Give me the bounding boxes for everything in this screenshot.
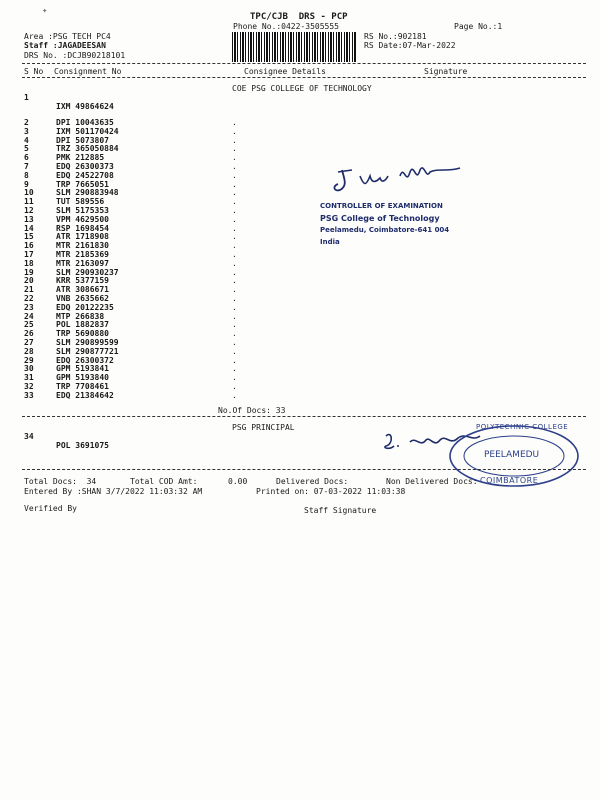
row-sno: 33 <box>24 390 34 400</box>
consignee-dot: . <box>232 329 237 339</box>
row-consignment: SLM 5175353 <box>56 206 109 215</box>
seal-bottom-text: COIMBATORE <box>480 476 539 485</box>
row-consignment: DPI 5073807 <box>56 135 109 145</box>
row-consignment: EDQ 24522708 <box>56 170 114 180</box>
consignee-dot: . <box>232 320 237 330</box>
report-title: TPC/CJB DRS - PCP <box>250 12 348 22</box>
row-sno: 25 <box>24 320 34 330</box>
consignee-dot: . <box>232 118 237 127</box>
row-sno: 20 <box>24 276 34 286</box>
page-number: Page No.:1 <box>454 22 503 31</box>
row-sno: 23 <box>24 302 34 312</box>
row-consignment: SLM 290899599 <box>56 338 119 347</box>
consignee-dot: . <box>232 373 237 383</box>
row-sno: 8 <box>24 170 29 180</box>
row-consignment: TRZ 365050884 <box>56 144 119 154</box>
verified-by: Verified By <box>24 504 77 513</box>
consignee-dot: . <box>232 355 237 365</box>
row-sno: 11 <box>24 197 34 207</box>
consignee-dot: . <box>232 302 237 312</box>
row-consignment: DPI 10043635 <box>56 118 114 127</box>
barcode <box>232 32 356 62</box>
row-consignee: PSG PRINCIPAL <box>232 423 295 432</box>
row-sno: 34 <box>24 432 34 441</box>
row-sno: 22 <box>24 294 34 303</box>
entered-by: Entered By :SHAN 3/7/2022 11:03:32 AM <box>24 487 203 496</box>
stamp-line: Peelamedu, Coimbatore-641 004 <box>320 226 450 234</box>
row-consignment: TRP 7665051 <box>56 179 109 189</box>
consignee-dot: . <box>232 276 237 286</box>
delivered-docs: Delivered Docs: <box>276 477 349 486</box>
stamp-line: India <box>320 238 340 246</box>
consignee-dot: . <box>232 197 237 207</box>
consignee-dot: . <box>232 258 237 268</box>
row-consignment: ATR 3086671 <box>56 285 109 295</box>
col-consignment: Consignment No <box>54 67 122 76</box>
table-row <box>24 423 109 450</box>
consignee-dot: . <box>232 126 237 136</box>
row-consignment: POL 3691075 <box>56 441 109 450</box>
stamp-line: PSG College of Technology <box>320 214 440 223</box>
consignee-dot: . <box>232 223 237 233</box>
row-sno: 30 <box>24 364 34 374</box>
col-signature: Signature <box>424 67 468 76</box>
row-sno: 26 <box>24 329 34 339</box>
divider <box>22 77 586 78</box>
row-consignment: TUT 589556 <box>56 197 105 207</box>
row-consignment: TRP 7708461 <box>56 382 109 391</box>
consignee-dot: . <box>232 390 237 400</box>
consignee-dot: . <box>232 346 237 356</box>
scan-mark: ✦ <box>42 6 48 16</box>
row-consignment: EDQ 20122235 <box>56 302 114 312</box>
row-consignment: SLM 290877721 <box>56 346 119 356</box>
consignee-dot: . <box>232 285 237 295</box>
consignee-dot: . <box>232 267 237 277</box>
consignee-dot: . <box>232 232 237 242</box>
col-sno: S No <box>24 67 44 76</box>
row-sno: 29 <box>24 355 34 365</box>
consignee-dot: . <box>232 241 237 251</box>
phone-number: Phone No.:0422-3505555 <box>233 22 339 31</box>
consignee-dot: . <box>232 294 237 303</box>
area-label: Area :PSG TECH PC4 <box>24 32 111 41</box>
row-consignment: IXM 49864624 <box>56 102 114 111</box>
consignee-dot: . <box>232 382 237 391</box>
row-sno: 9 <box>24 179 29 189</box>
seal-top-text: POLYTECHNIC COLLEGE <box>476 423 569 431</box>
row-sno: 28 <box>24 346 34 356</box>
row-consignment: EDQ 26300373 <box>56 162 114 171</box>
row-consignment: MTR 2161830 <box>56 241 109 251</box>
row-consignment: GPM 5193841 <box>56 364 109 374</box>
consignee-dot: . <box>232 188 237 198</box>
consignee-dot: . <box>232 206 237 215</box>
printed-on: Printed on: 07-03-2022 11:03:38 <box>256 487 406 496</box>
row-sno: 21 <box>24 285 34 295</box>
row-consignment: EDQ 21384642 <box>56 390 114 400</box>
divider <box>22 469 586 470</box>
row-sno: 5 <box>24 144 29 154</box>
non-delivered-docs: Non Delivered Docs: <box>386 477 478 486</box>
row-sno: 6 <box>24 153 29 163</box>
consignee-dot: . <box>232 311 237 321</box>
row-sno: 19 <box>24 267 34 277</box>
row-consignment: MTP 266838 <box>56 311 105 321</box>
staff-signature: Staff Signature <box>304 506 377 515</box>
stamp-line: CONTROLLER OF EXAMINATION <box>320 202 443 210</box>
row-sno: 31 <box>24 373 34 383</box>
consignee-dot: . <box>232 170 237 180</box>
consignee-dot: . <box>232 135 237 145</box>
row-consignment: SLM 290883948 <box>56 188 119 198</box>
row-sno: 32 <box>24 382 34 391</box>
row-consignee: COE PSG COLLEGE OF TECHNOLOGY <box>232 84 372 93</box>
row-consignment: KRR 5377159 <box>56 276 109 286</box>
row-sno: 2 <box>24 118 29 127</box>
group-total: No.Of Docs: 33 <box>218 406 286 415</box>
consignee-dot: . <box>232 250 237 259</box>
consignee-dot: . <box>232 338 237 347</box>
divider <box>22 63 586 64</box>
row-sno: 4 <box>24 135 29 145</box>
row-sno: 16 <box>24 241 34 251</box>
row-consignment: VPM 4629500 <box>56 214 109 224</box>
row-consignment: MTR 2185369 <box>56 250 109 259</box>
row-sno: 17 <box>24 250 34 259</box>
row-consignment: GPM 5193840 <box>56 373 109 383</box>
row-sno: 24 <box>24 311 34 321</box>
consignee-dot: . <box>232 364 237 374</box>
consignee-dot: . <box>232 162 237 171</box>
row-consignment: TRP 5690880 <box>56 329 109 339</box>
row-consignment: RSP 1698454 <box>56 223 109 233</box>
consignee-dot: . <box>232 144 237 154</box>
total-docs: Total Docs: 34 <box>24 477 97 486</box>
staff-label: Staff :JAGADEESAN <box>24 41 106 50</box>
rs-date: RS Date:07-Mar-2022 <box>364 41 456 50</box>
row-sno: 13 <box>24 214 34 224</box>
row-sno: 3 <box>24 126 29 136</box>
total-cod-label: Total COD Amt: <box>130 477 198 486</box>
row-sno: 27 <box>24 338 34 347</box>
row-sno: 1 <box>24 93 29 102</box>
row-sno: 10 <box>24 188 34 198</box>
row-consignment: ATR 1718908 <box>56 232 109 242</box>
consignee-dot: . <box>232 153 237 163</box>
seal-middle-text: PEELAMEDU <box>484 450 540 460</box>
row-consignment: PMK 212885 <box>56 153 105 163</box>
row-sno: 15 <box>24 232 34 242</box>
consignee-dot: . <box>232 214 237 224</box>
row-consignment: VNB 2635662 <box>56 294 109 303</box>
total-cod-value: 0.00 <box>228 477 248 486</box>
divider <box>22 416 586 417</box>
col-consignee: Consignee Details <box>244 67 326 76</box>
row-sno: 7 <box>24 162 29 171</box>
drs-number: DRS No. :DCJB90218101 <box>24 51 126 60</box>
row-consignment: MTR 2163097 <box>56 258 109 268</box>
consignee-dot: . <box>232 179 237 189</box>
row-consignment: SLM 290930237 <box>56 267 119 277</box>
row-consignment: IXM 501170424 <box>56 126 119 136</box>
table-row <box>24 84 114 111</box>
rs-number: RS No.:902181 <box>364 32 427 41</box>
signature-coe <box>330 158 470 198</box>
row-sno: 14 <box>24 223 34 233</box>
row-consignment: POL 1882837 <box>56 320 109 330</box>
row-sno: 12 <box>24 206 34 215</box>
row-sno: 18 <box>24 258 34 268</box>
row-consignment: EDQ 26300372 <box>56 355 114 365</box>
